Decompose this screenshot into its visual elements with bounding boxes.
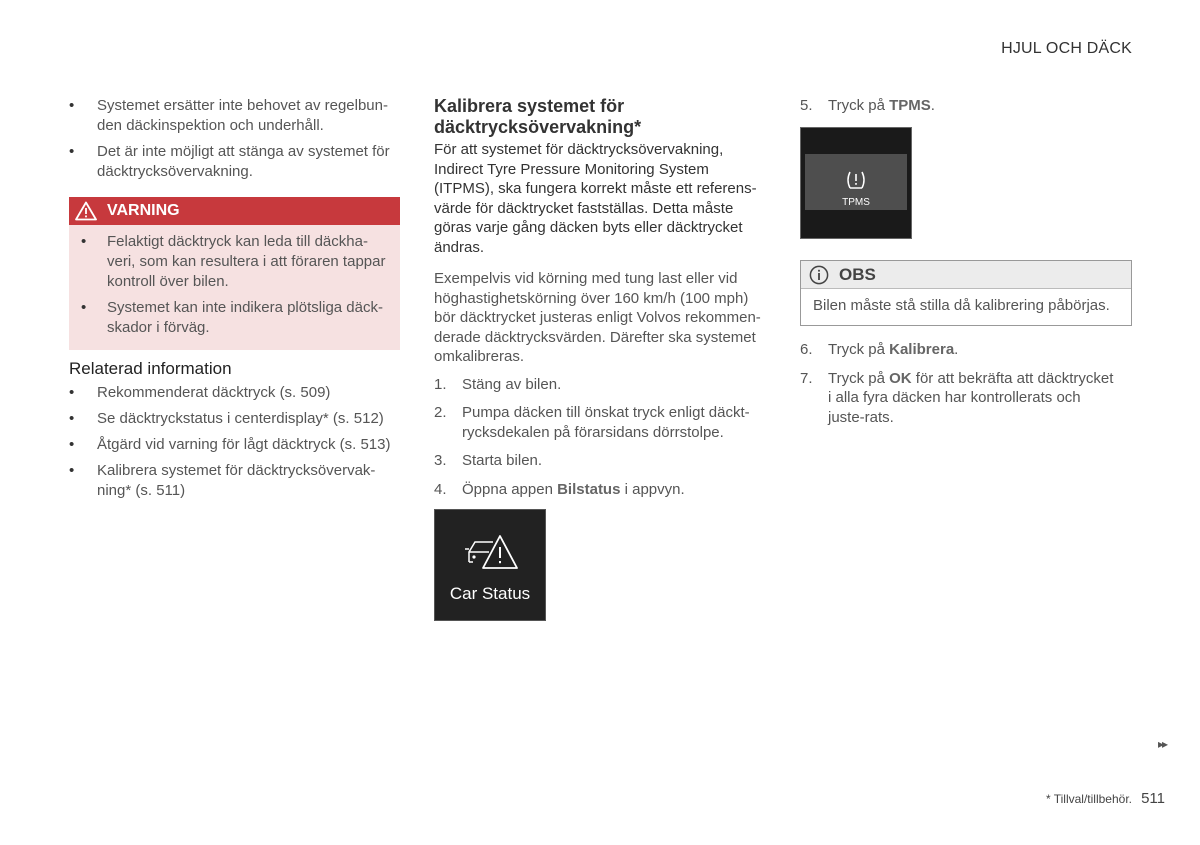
list-item: • Systemet ersätter inte behovet av regelbun-den däckinspektion och underhåll. — [69, 96, 399, 136]
warning-title: VARNING — [107, 202, 180, 219]
paragraph: För att systemet för däcktrycksövervakning, Indirect Tyre Pressure Monitoring System (ITPMS), ska fungera korrekt måste ett referens-värde för däcktrycket fastställas. Detta måste göras varje gång däcken byts eller däcktrycket ändras. — [434, 141, 757, 256]
paragraph: Exempelvis vid körning med tung last eller vid höghastighetskörning över 160 km/h (100 mph) bör däcktrycket justeras enligt Volvos rekommen-derade däcktrycksvärden. Därefter ska systemet omkalibreras. — [434, 270, 761, 365]
section-header: HJUL OCH DÄCK — [1001, 40, 1132, 57]
obs-title: OBS — [839, 264, 876, 284]
step-item: 3. Starta bilen. — [434, 452, 543, 469]
warning-box — [69, 197, 400, 350]
warning-header — [69, 197, 400, 225]
related-link[interactable]: • Se däcktryckstatus i centerdisplay* (s. 512) — [69, 409, 399, 429]
tile-label: Car Status — [449, 584, 531, 603]
obs-text: Bilen måste stå stilla då kalibrering påbörjas. — [813, 297, 1110, 314]
step-item: 7. Tryck på OK för att bekräfta att däcktrycket i alla fyra däcken har kontrollerats och juste-rats. — [800, 369, 1114, 426]
related-link[interactable]: • Åtgärd vid varning för lågt däcktryck (s. 513) — [69, 435, 399, 455]
related-heading: Relaterad information — [69, 359, 232, 378]
tpms-app-tile[interactable] — [800, 127, 912, 239]
tire-pressure-icon — [845, 170, 867, 190]
page-number: 511 — [1141, 790, 1165, 807]
obs-header — [801, 261, 1131, 289]
step-item: 1. Stäng av bilen. — [434, 375, 562, 393]
list-item: • Det är inte möjligt att stänga av systemet för däcktrycksövervakning. — [69, 142, 399, 182]
car-status-app-tile[interactable] — [434, 509, 546, 621]
warning-triangle-icon — [75, 201, 97, 221]
footnote: * Tillval/tillbehör. — [1045, 792, 1132, 806]
obs-note-box — [800, 260, 1132, 326]
related-information — [69, 359, 399, 507]
next-page-arrow-icon[interactable]: ▸▸ — [1157, 737, 1166, 751]
tile-label: TPMS — [842, 197, 870, 208]
list-item: • Systemet kan inte indikera plötsliga däck-skador i förväg. — [81, 298, 388, 338]
related-link[interactable]: • Kalibrera systemet för däcktrycksövervak-ning* (s. 511) — [69, 461, 399, 501]
list-item: • Felaktigt däcktryck kan leda till däckha-veri, som kan resultera i att föraren tappar kontroll över bilen. — [81, 232, 388, 292]
step-5 — [800, 96, 1132, 125]
step-item: 6. Tryck på Kalibrera. — [800, 341, 959, 358]
related-link[interactable]: • Rekommenderat däcktryck (s. 509) — [69, 383, 399, 403]
step-item: 5. Tryck på TPMS. — [800, 97, 935, 114]
step-item: 4. Öppna appen Bilstatus i appvyn. — [434, 480, 685, 498]
step-item: 2. Pumpa däcken till önskat tryck enligt däckt-rycksdekalen på förarsidans dörrstolpe. — [434, 404, 750, 441]
tpms-button[interactable] — [805, 154, 907, 210]
calibration-section — [434, 96, 769, 508]
intro-bullet-list — [69, 96, 399, 188]
section-title: Kalibrera systemet för däcktrycksövervakning* — [434, 96, 642, 137]
info-icon — [809, 265, 829, 285]
step-list — [434, 375, 769, 500]
car-warning-icon — [463, 532, 519, 572]
steps-6-7 — [800, 340, 1132, 436]
